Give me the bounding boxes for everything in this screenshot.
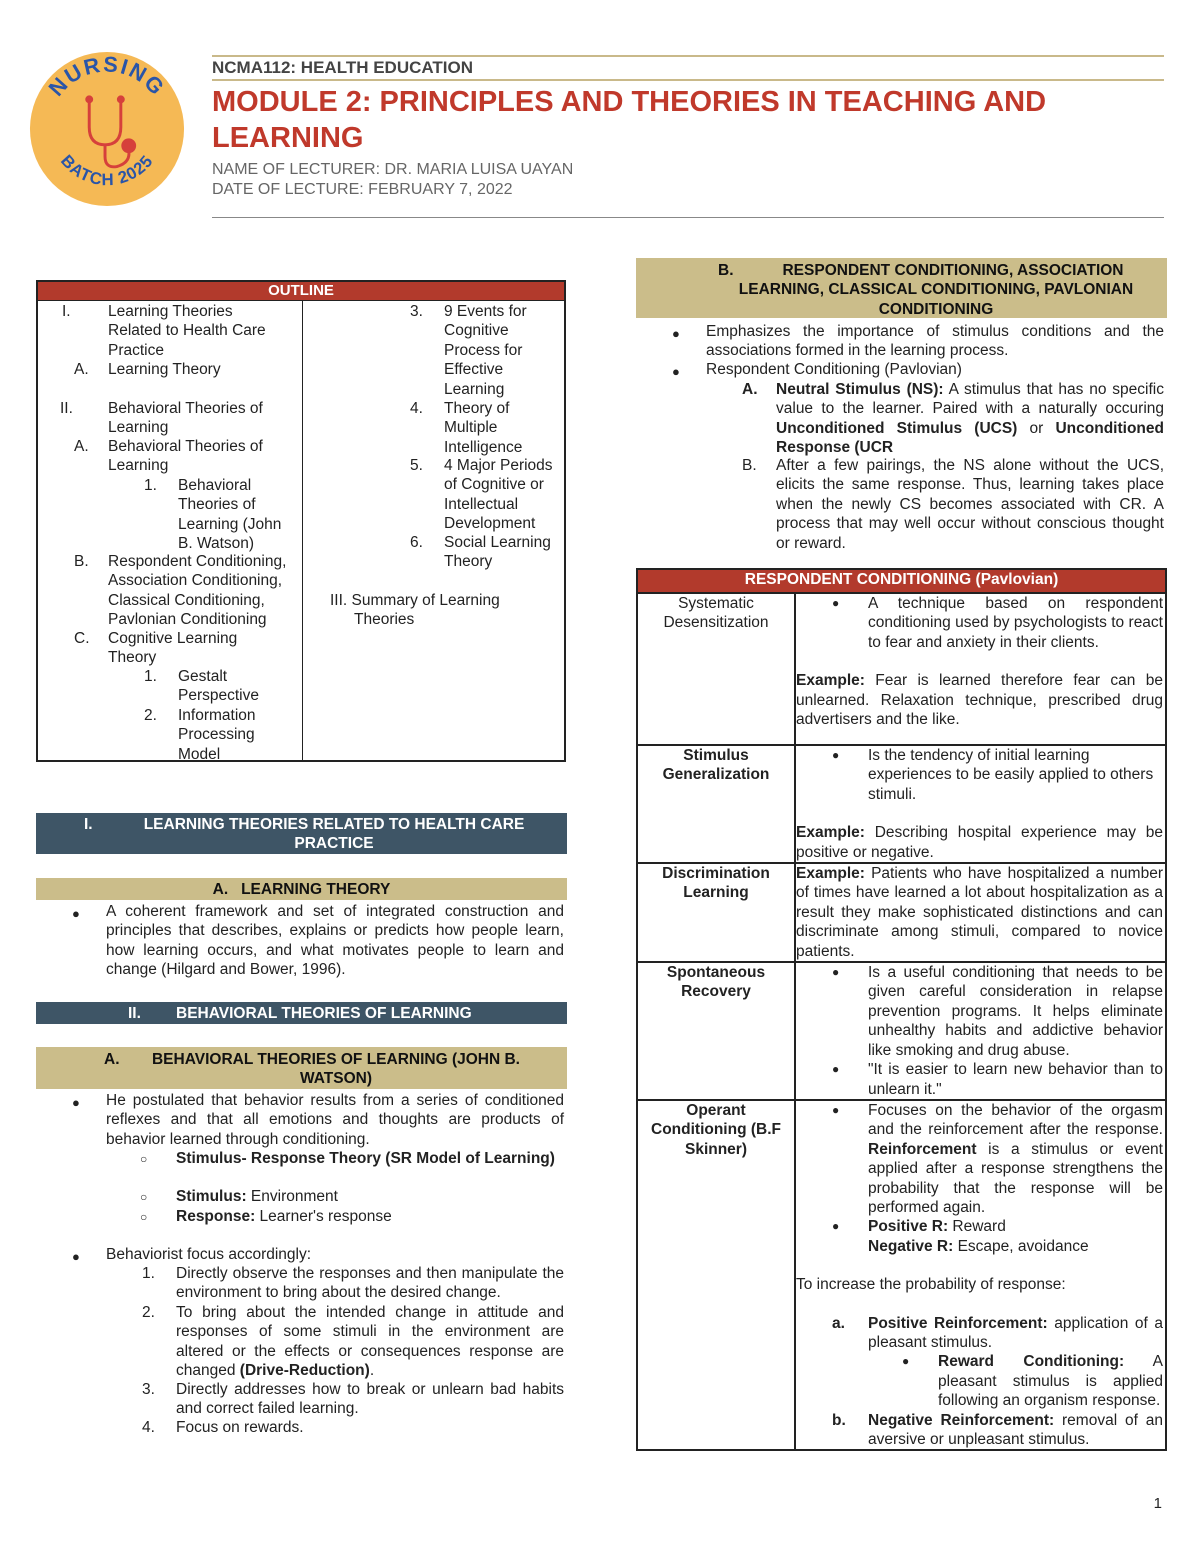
item-num: a. (832, 1314, 845, 1332)
outline-divider (302, 300, 303, 760)
positive-r-label: Positive R: (868, 1218, 949, 1236)
outline-item: Information Processing Model (178, 707, 256, 763)
header-rule-top (212, 55, 1164, 57)
bullet-icon: ● (72, 1249, 80, 1264)
bullet-icon: ● (832, 965, 840, 980)
outline-num: 6. (410, 534, 423, 551)
watson-description: He postulated that behavior results from a series of conditioned reflexes and that all emotions and thoughts are products of behavior learned through conditioning. (106, 1092, 564, 1148)
reward-conditioning-text: A pleasant stimulus is applied following an organism response. (938, 1353, 1163, 1410)
section-b-title: RESPONDENT CONDITIONING, ASSOCIATION LEARNING, CLASSICAL CONDITIONING, PAVLONIAN CONDITIONING (738, 262, 1134, 318)
bullet-icon: ● (832, 1102, 840, 1117)
outline-item: Social Learning Theory (444, 534, 551, 571)
section-i-num: I. (84, 816, 93, 833)
table-row (637, 1100, 1166, 1451)
learning-theory-definition: A coherent framework and set of integrated construction and principles that describes, explains or predicts how people learn, how learning occurs, and what motivates people to learn and change (Hilgard and Bower, 1996). (106, 903, 564, 979)
outline-num: B. (74, 553, 89, 570)
example-label: Example: (796, 824, 865, 842)
outline-item: Respondent Conditioning, Association Conditioning, Classical Conditioning, Pavlonian Conditioning (108, 553, 287, 629)
outline-heading: OUTLINE (38, 282, 564, 301)
ns-label: Neutral Stimulus (NS): (776, 381, 944, 398)
positive-reinforcement-text: application of a pleasant stimulus. (868, 1314, 1164, 1351)
circle-bullet-icon: ○ (140, 1152, 148, 1166)
sr-model: Stimulus- Response Theory (SR Model of Learning) (176, 1150, 555, 1167)
table-row (637, 745, 1166, 863)
drive-reduction: (Drive-Reduction) (239, 1362, 370, 1380)
focus-item: Focus on rewards. (176, 1419, 304, 1436)
table-row (637, 863, 1166, 962)
outline-num: I. (62, 303, 71, 320)
page-number: 1 (1153, 1494, 1162, 1512)
negative-reinforcement-label: Negative Reinforcement: (868, 1411, 1055, 1429)
outline-num: 5. (410, 457, 423, 474)
rc-desc (795, 1100, 1166, 1451)
section-ii-a-band (36, 1047, 567, 1089)
header-rule-mid (212, 79, 1164, 81)
bullet-icon: ● (832, 596, 840, 610)
logo-bottom-text: BATCH 2025 (56, 151, 157, 190)
section-i-a-num: A. (212, 881, 229, 898)
section-ii-a-num: A. (104, 1051, 120, 1068)
ns-text: A stimulus that has no specific value to the learner. Paired with a naturally occuring (776, 381, 1164, 418)
course-code: NCMA112: HEALTH EDUCATION (212, 58, 473, 77)
rc-desc (795, 745, 1166, 863)
bullet-icon: ● (832, 748, 840, 762)
emphasizes-text: Emphasizes the importance of stimulus conditions and the associations formed in the learning process. (706, 323, 1164, 360)
outline-num: A. (74, 361, 89, 378)
section-i-band (36, 813, 567, 854)
b-num: B. (742, 457, 757, 474)
focus-item: Directly observe the responses and then manipulate the environment to bring about the desired change. (176, 1265, 564, 1302)
focus-num: 3. (142, 1381, 155, 1398)
focus-num: 2. (142, 1304, 155, 1321)
bullet-icon: ● (832, 1219, 840, 1234)
behaviorist-focus: Behaviorist focus accordingly: (106, 1246, 312, 1263)
response-item (176, 1207, 392, 1226)
rc-term: Operant Conditioning (B.F Skinner) (637, 1100, 795, 1451)
negative-reinforcement-text: removal of an aversive or unpleasant stimulus. (868, 1411, 1163, 1448)
example-text: Patients who have hospitalized a number of times have learned a lot about hospitalization as a result they make sophisticated distinctions and can discriminate among stimuli, compared to novice patients. (796, 865, 1163, 960)
bullet-icon: ● (832, 1062, 840, 1077)
ns-or: or (1017, 419, 1056, 437)
rc-term: Systematic Desensitization (637, 593, 795, 745)
section-b-num: B. (718, 262, 734, 279)
respondent-conditioning-table (636, 568, 1167, 1451)
bullet-icon: ● (72, 1095, 80, 1110)
outline-item: Behavioral Theories of Learning (John B. Watson) (178, 477, 282, 553)
outline-num: C. (74, 630, 90, 647)
neutral-stimulus-item (776, 380, 1164, 458)
lecturer-name: NAME OF LECTURER: DR. MARIA LUISA UAYAN (212, 161, 574, 178)
ns-num: A. (742, 381, 758, 398)
positive-r-text: Reward (948, 1218, 1006, 1236)
example-text: Fear is learned therefore fear can be unlearned. Relaxation technique, prescribed drug advertisers and the like. (796, 672, 1163, 729)
response-text: Learner's response (255, 1208, 392, 1225)
outline-item: Learning Theories Related to Health Care Practice (108, 303, 266, 359)
rc-bullet-text: A technique based on respondent conditioning used by psychologists to react to fear and anxiety in their clients. (868, 595, 1163, 651)
item-num: b. (832, 1411, 846, 1429)
table-row (637, 593, 1166, 745)
rc-term: Discrimination Learning (637, 863, 795, 962)
outline-item: Learning Theory (108, 361, 221, 378)
rc-bullet-text: is a stimulus or event applied after a response strengthens the probability that the response will be performed again. (868, 1140, 1163, 1216)
outline-num: 2. (144, 707, 157, 724)
rc-desc (795, 593, 1166, 745)
example-label: Example: (796, 865, 865, 883)
rc-bullet-text: Is a useful conditioning that needs to be given careful consideration in relapse prevention programs. It helps eliminate unhealthy habits and addictive behavior like smoking and drug abuse. (868, 964, 1163, 1059)
positive-reinforcement-label: Positive Reinforcement: (868, 1314, 1048, 1332)
increase-probability-text: To increase the probability of response: (796, 1276, 1066, 1294)
negative-r-text: Escape, avoidance (953, 1237, 1089, 1255)
respondent-conditioning-label: Respondent Conditioning (Pavlovian) (706, 361, 962, 378)
focus-text: To bring about the intended change in attitude and responses of some stimuli in the environment are altered or the effects or consequences response are changed (176, 1304, 564, 1380)
example-label: Example: (796, 672, 865, 690)
section-b-band (636, 258, 1167, 318)
nursing-batch-logo (28, 50, 186, 208)
stimulus-label: Stimulus: (176, 1188, 247, 1205)
bullet-icon: ● (672, 364, 680, 379)
module-title: MODULE 2: PRINCIPLES AND THEORIES IN TEACHING AND LEARNING (212, 86, 1047, 154)
logo-top-text: NURSING (43, 51, 171, 101)
bullet-icon: ● (672, 326, 680, 341)
ucr-term: Unconditioned Response (UCR (776, 419, 1164, 457)
outline-num: 1. (144, 477, 157, 494)
outline-item: Cognitive Learning Theory (108, 630, 238, 667)
circle-bullet-icon: ○ (140, 1210, 148, 1224)
outline-table (36, 280, 566, 762)
focus-text: . (369, 1362, 375, 1380)
section-ii-num: II. (128, 1005, 141, 1022)
section-ii-band (36, 1002, 567, 1024)
focus-num: 4. (142, 1419, 155, 1436)
outline-item: III. Summary of Learning Theories (330, 592, 500, 629)
reward-conditioning-label: Reward Conditioning: (938, 1353, 1125, 1371)
outline-num: 1. (144, 668, 157, 685)
focus-item (176, 1303, 564, 1381)
rc-bullet-text: Focuses on the behavior of the orgasm and the reinforcement after the response. (868, 1101, 1163, 1139)
negative-r-label: Negative R: (868, 1237, 954, 1255)
bullet-icon: ● (72, 906, 80, 921)
rc-bullet-text: "It is easier to learn new behavior than to unlearn it." (868, 1061, 1163, 1098)
response-label: Response: (176, 1208, 256, 1225)
header-rule-bottom (212, 217, 1164, 218)
section-i-a-band (36, 878, 567, 900)
rc-term: Stimulus Generalization (637, 745, 795, 863)
example-text: Describing hospital experience may be positive or negative. (796, 824, 1163, 861)
bullet-icon: ● (902, 1354, 910, 1369)
section-ii-title: BEHAVIORAL THEORIES OF LEARNING (176, 1005, 472, 1022)
rc-term: Spontaneous Recovery (637, 962, 795, 1100)
rc-desc (795, 863, 1166, 962)
stimulus-item (176, 1187, 338, 1206)
table-row (637, 962, 1166, 1100)
outline-item: Behavioral Theories of Learning (108, 438, 263, 475)
outline-item: Gestalt Perspective (178, 668, 259, 705)
focus-item: Directly addresses how to break or unlearn bad habits and correct failed learning. (176, 1381, 564, 1418)
section-ii-a-title: BEHAVIORAL THEORIES OF LEARNING (JOHN B. WATSON) (151, 1051, 520, 1088)
stimulus-text: Environment (246, 1188, 338, 1205)
after-pairings-text: After a few pairings, the NS alone without the UCS, elicits the same response. Thus, learning takes place when the newly CS becomes associated with CR. A process that may well occur without conscious thought or reward. (776, 457, 1164, 552)
outline-num: A. (74, 438, 89, 455)
outline-item: Theory of Multiple Intelligence (444, 400, 523, 456)
outline-num: II. (60, 400, 73, 417)
rc-table-heading: RESPONDENT CONDITIONING (Pavlovian) (637, 569, 1166, 593)
section-i-title: LEARNING THEORIES RELATED TO HEALTH CARE PRACTICE (143, 816, 525, 853)
outline-item: 4 Major Periods of Cognitive or Intellectual Development (444, 457, 553, 533)
outline-num: 3. (410, 303, 423, 320)
rc-desc (795, 962, 1166, 1100)
focus-num: 1. (142, 1265, 155, 1282)
lecture-date: DATE OF LECTURE: FEBRUARY 7, 2022 (212, 181, 513, 198)
reinforcement-term: Reinforcement (868, 1140, 977, 1158)
ucs-term: Unconditioned Stimulus (UCS) (776, 419, 1018, 437)
section-i-a-title: LEARNING THEORY (241, 881, 391, 898)
outline-item: 9 Events for Cognitive Process for Effective Learning (444, 303, 527, 398)
outline-item: Behavioral Theories of Learning (108, 400, 263, 437)
outline-num: 4. (410, 400, 423, 417)
circle-bullet-icon: ○ (140, 1190, 148, 1204)
rc-bullet-text: Is the tendency of initial learning experiences to be easily applied to others stimuli. (868, 747, 1154, 803)
